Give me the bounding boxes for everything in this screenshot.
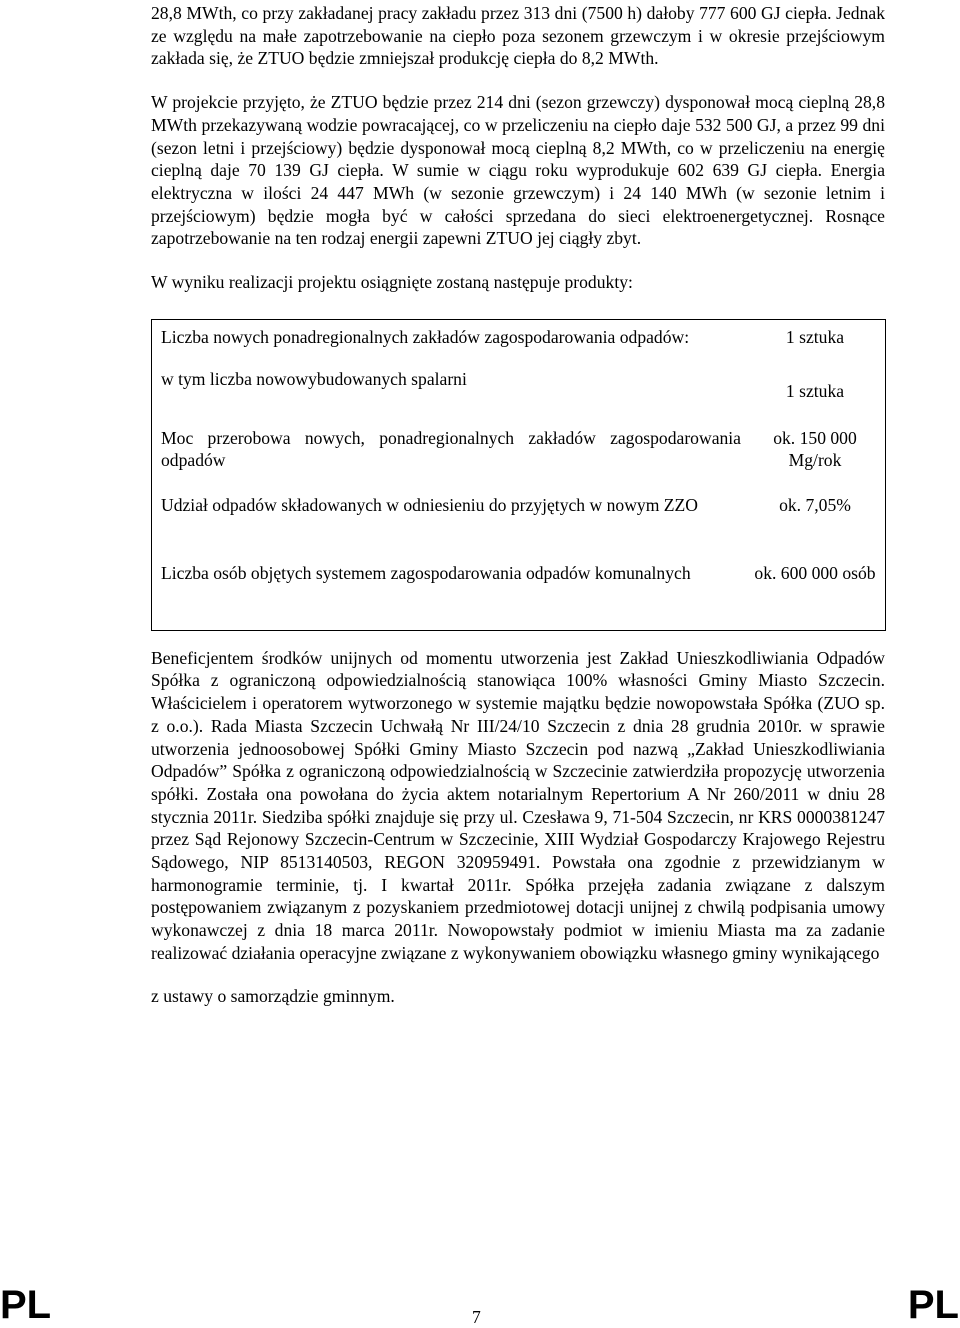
closing-line: z ustawy o samorządzie gminnym. (151, 985, 395, 1006)
page-number: 7 (472, 1307, 481, 1327)
table-row (152, 319, 886, 427)
beneficiary-paragraph: Beneficjentem środków unijnych od momentu utworzenia jest Zakład Unieszkodliwiania Odpadów Spółka z ograniczoną odpowiedzialnością stanowiąca 100% własności Gminy Miasto Szczecin. Właścicielem i operatorem wytworzonego w systemie majątku będzie nowopowstała Spółka (ZUO sp. z o.o.). Rada Miasta Szczecin Uchwałą Nr III/24/10 Szczecin z dnia 28 grudnia 2010r. w sprawie utworzenia jednoosobowej Spółki Gminy Miasto Szczecin pod nazwą „Zakład Unieszkodliwiania Odpadów” Spółka z ograniczoną odpowiedzialnością w Szczecinie zatwierdziła propozycję utworzenia spółki. Została ona powołana do życia aktem notarialnym Repertorium A Nr 260/2011 w dniu 28 stycznia 2011r. Siedziba spółki znajduje się przy ul. Czesława 9, 71-504 Szczecin, nr KRS 0000381247 przez Sąd Rejonowy Szczecin-Centrum w Szczecinie, XIII Wydział Gospodarczy Krajowego Rejestru Sądowego, NIP 8513140503, REGON 320959491. Powstała ona zgodnie z przewidzianym w harmonogramie terminie, tj. I kwartał 2011r. Spółka przejęła zadania związane z dalszym postępowaniem związanym z pozyskaniem przedmiotowej dotacji unijnej z chwilą podpisania umowy wykonawczej z dnia 18 marca 2011r. Nowopowstały podmiot w imieniu Miasta ma za zadanie realizować działania operacyjne związane z wykonywaniem obowiązku własnego gminy wynikającego (151, 647, 885, 963)
energy-paragraph: W projekcie przyjęto, że ZTUO będzie przez 214 dni (sezon grzewczy) dysponował mocą cieplną 28,8 MWth przekazywaną wodzie powracającej, co w przeliczeniu na ciepło daje 532 500 GJ, a przez 99 dni (sezon letni i przejściowy) będzie dysponował mocą cieplną 8,2 MWth, co w przeliczeniu na energię cieplną daje 70 139 GJ ciepła. W sumie w ciągu roku wyprodukuje 602 639 GJ ciepła. Energia elektryczna w ilości 24 447 MWh (w sezonie grzewczym) i 24 140 MWh (w sezonie letnim i przejściowym) będzie mogła być w całości sprzedana do sieci elektroenergetycznej. Rosnące zapotrzebowanie na ten rodzaj energii zapewni ZTUO jej ciągły zbyt. (151, 92, 885, 249)
table-cell-label: Moc przerobowa nowych, ponadregionalnych zakładów zagospodarowania odpadów (161, 427, 741, 471)
document-body (151, 0, 885, 1007)
table-row (152, 562, 886, 631)
table-cell-value: ok. 600 000 osób (754, 562, 876, 583)
row-sub-value: 1 sztuka (785, 381, 845, 402)
footer-right-mark: PL (907, 1283, 959, 1327)
table-row (152, 494, 886, 562)
row-sub-label: w tym liczba nowowybudowanych spalarni (161, 369, 467, 390)
table-cell-value (751, 319, 886, 427)
row-label: Liczba nowych ponadregionalnych zakładów zagospodarowania odpadów: (161, 326, 690, 347)
row-value: 1 sztuka (785, 326, 845, 347)
table-cell-label: Udział odpadów składowanych w odniesieniu do przyjętych w nowym ZZO (161, 494, 698, 515)
table-row (152, 427, 886, 494)
table-cell-label: Liczba osób objętych systemem zagospodarowania odpadów komunalnych (161, 562, 691, 583)
footer-left-mark: PL (0, 1283, 52, 1327)
products-table (151, 319, 886, 631)
table-cell-label (152, 319, 752, 427)
intro-paragraph: 28,8 MWth, co przy zakładanej pracy zakładu przez 313 dni (7500 h) dałoby 777 600 GJ ciepła. Jednak ze względu na małe zapotrzebowanie na ciepło poza sezonem grzewczym i w okresie przejściowym zakłada się, że ZTUO będzie zmniejszał produkcję ciepła do 8,2 MWth. (151, 3, 885, 69)
table-cell-value: ok. 150 000 Mg/rok (773, 427, 857, 471)
table-cell-value: ok. 7,05% (779, 494, 851, 515)
products-heading: W wyniku realizacji projektu osiągnięte zostaną następuje produkty: (151, 272, 633, 293)
